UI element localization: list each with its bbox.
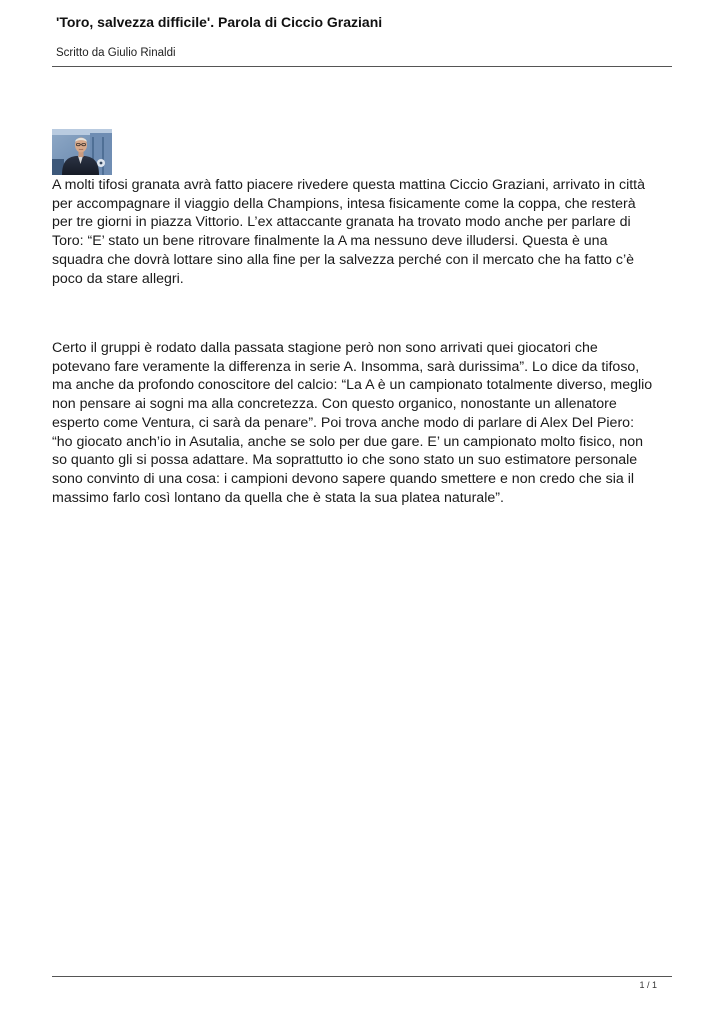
article-paragraph-1: [52, 176, 678, 288]
text-line: per accompagnare il viaggio della Champions, intesa fisicamente come la coppa, che resterà: [52, 195, 636, 212]
text-line: A molti tifosi granata avrà fatto piacere rivedere questa mattina Ciccio Graziani, arrivato in città: [52, 177, 645, 193]
article-photo: [52, 129, 112, 175]
text-line: ma anche da profondo conoscitore del calcio: “La A è un campionato totalmente diverso, meglio: [52, 377, 653, 394]
article-paragraph-2: [52, 339, 678, 507]
text-line: potevano fare veramente la differenza in serie A. Insomma, sarà durissima”. Lo dice da tifoso,: [52, 358, 640, 375]
text-line: esperto come Ventura, ci sarà da penare”. Poi trova anche modo di parlare di Alex Del Piero:: [52, 414, 635, 431]
text-line: squadra che dovrà lottare sino alla fine per la salvezza perché con il mercato che ha fatto c’è: [52, 251, 635, 268]
text-line: Certo il gruppi è rodato dalla passata stagione però non sono arrivati quei giocatori che: [52, 340, 598, 356]
text-line: poco da stare allegri.: [52, 270, 184, 287]
page-number: 1 / 1: [639, 980, 657, 990]
footer-divider: [52, 976, 672, 977]
text-line: non pensare ai sogni ma alla concretezza. Con questo organico, nonostante un allenatore: [52, 396, 617, 413]
text-line: so quanto gli si possa adattare. Ma soprattutto io che sono stato un suo estimatore personale: [52, 452, 638, 469]
text-line: Toro: “E’ stato un bene ritrovare finalmente la A ma nessuno deve illudersi. Questa è una: [52, 233, 608, 250]
text-line: “ho giocato anch’io in Asutalia, anche se solo per due gare. E’ un campionato molto fisico, non: [52, 433, 643, 450]
page-title: 'Toro, salvezza difficile'. Parola di Ciccio Graziani: [56, 14, 383, 30]
header-divider: [52, 66, 672, 67]
text-line: massimo farlo così lontano da quella che è stata la sua platea naturale”.: [52, 489, 504, 506]
text-line: sono convinto di una cosa: i campioni devono sapere quando smettere e non credo che sia il: [52, 470, 635, 487]
text-line: per tre giorni in piazza Vittorio. L’ex attaccante granata ha trovato modo anche per parlare di: [52, 214, 631, 231]
author-byline: Scritto da Giulio Rinaldi: [56, 47, 176, 59]
